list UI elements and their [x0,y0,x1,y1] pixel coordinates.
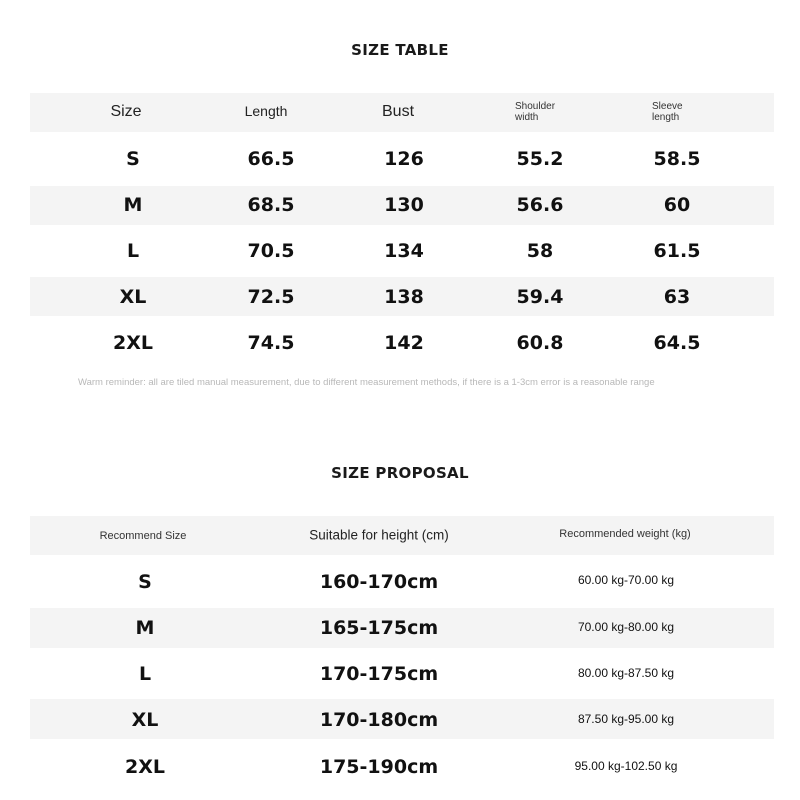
header-length: Length [244,103,288,119]
size-table-title: SIZE TABLE [351,41,449,59]
header-suitable-height: Suitable for height (cm) [309,527,449,543]
proposal-cell-size: S [138,571,152,593]
measurement-note: Warm reminder: all are tiled manual measurement, due to different measurement methods, if there is a 1-3cm error is a reasonable range [78,377,655,388]
header-sleeve-line1: Sleeve [652,101,683,112]
size-table-cell-length: 72.5 [247,286,295,308]
header-recommended-weight: Recommended weight (kg) [559,528,691,540]
proposal-cell-weight: 60.00 kg-70.00 kg [577,573,675,587]
header-shoulder-line1: Shoulder [515,101,556,112]
size-table-cell-sleeve: 58.5 [653,148,701,170]
header-shoulder-line2: width [515,112,539,123]
proposal-cell-size: M [135,617,155,639]
header-size: Size [110,103,142,120]
proposal-cell-height: 175-190cm [319,756,439,778]
header-sleeve-line2: length [652,112,680,123]
proposal-cell-size: XL [131,709,159,731]
size-table-cell-bust: 134 [384,240,424,262]
proposal-cell-weight: 70.00 kg-80.00 kg [577,620,675,634]
size-table-cell-size: 2XL [113,332,153,354]
proposal-cell-size: L [138,663,152,685]
proposal-cell-height: 160-170cm [319,571,439,593]
size-table-cell-shoulder: 55.2 [516,148,564,170]
size-table-cell-bust: 126 [384,148,424,170]
size-table-cell-length: 74.5 [247,332,295,354]
size-table-cell-sleeve: 64.5 [653,332,701,354]
size-table-cell-bust: 130 [384,194,424,216]
proposal-cell-weight: 80.00 kg-87.50 kg [577,666,675,680]
header-shoulder-width [515,101,555,123]
proposal-cell-size: 2XL [125,756,165,778]
size-table-cell-shoulder: 58 [526,240,554,262]
size-table-cell-size: XL [119,286,147,308]
proposal-cell-height: 170-175cm [319,663,439,685]
header-sleeve-length [652,101,683,123]
size-table-cell-sleeve: 63 [663,286,691,308]
size-table-cell-length: 66.5 [247,148,295,170]
size-table-cell-sleeve: 60 [663,194,691,216]
header-recommend-size: Recommend Size [99,530,187,542]
size-proposal-title: SIZE PROPOSAL [331,464,469,482]
size-table-cell-length: 70.5 [247,240,295,262]
size-table-cell-sleeve: 61.5 [653,240,701,262]
size-table-cell-bust: 142 [384,332,424,354]
size-table-cell-length: 68.5 [247,194,295,216]
header-bust: Bust [381,103,415,120]
proposal-cell-height: 170-180cm [319,709,439,731]
proposal-cell-weight: 87.50 kg-95.00 kg [577,712,675,726]
size-table-cell-shoulder: 59.4 [516,286,564,308]
size-table-cell-size: L [126,240,140,262]
size-table-cell-bust: 138 [384,286,424,308]
size-table-cell-shoulder: 56.6 [516,194,564,216]
size-table-cell-size: M [123,194,143,216]
proposal-cell-weight: 95.00 kg-102.50 kg [574,759,678,773]
size-table-cell-size: S [126,148,140,170]
proposal-cell-height: 165-175cm [319,617,439,639]
size-table-cell-shoulder: 60.8 [516,332,564,354]
